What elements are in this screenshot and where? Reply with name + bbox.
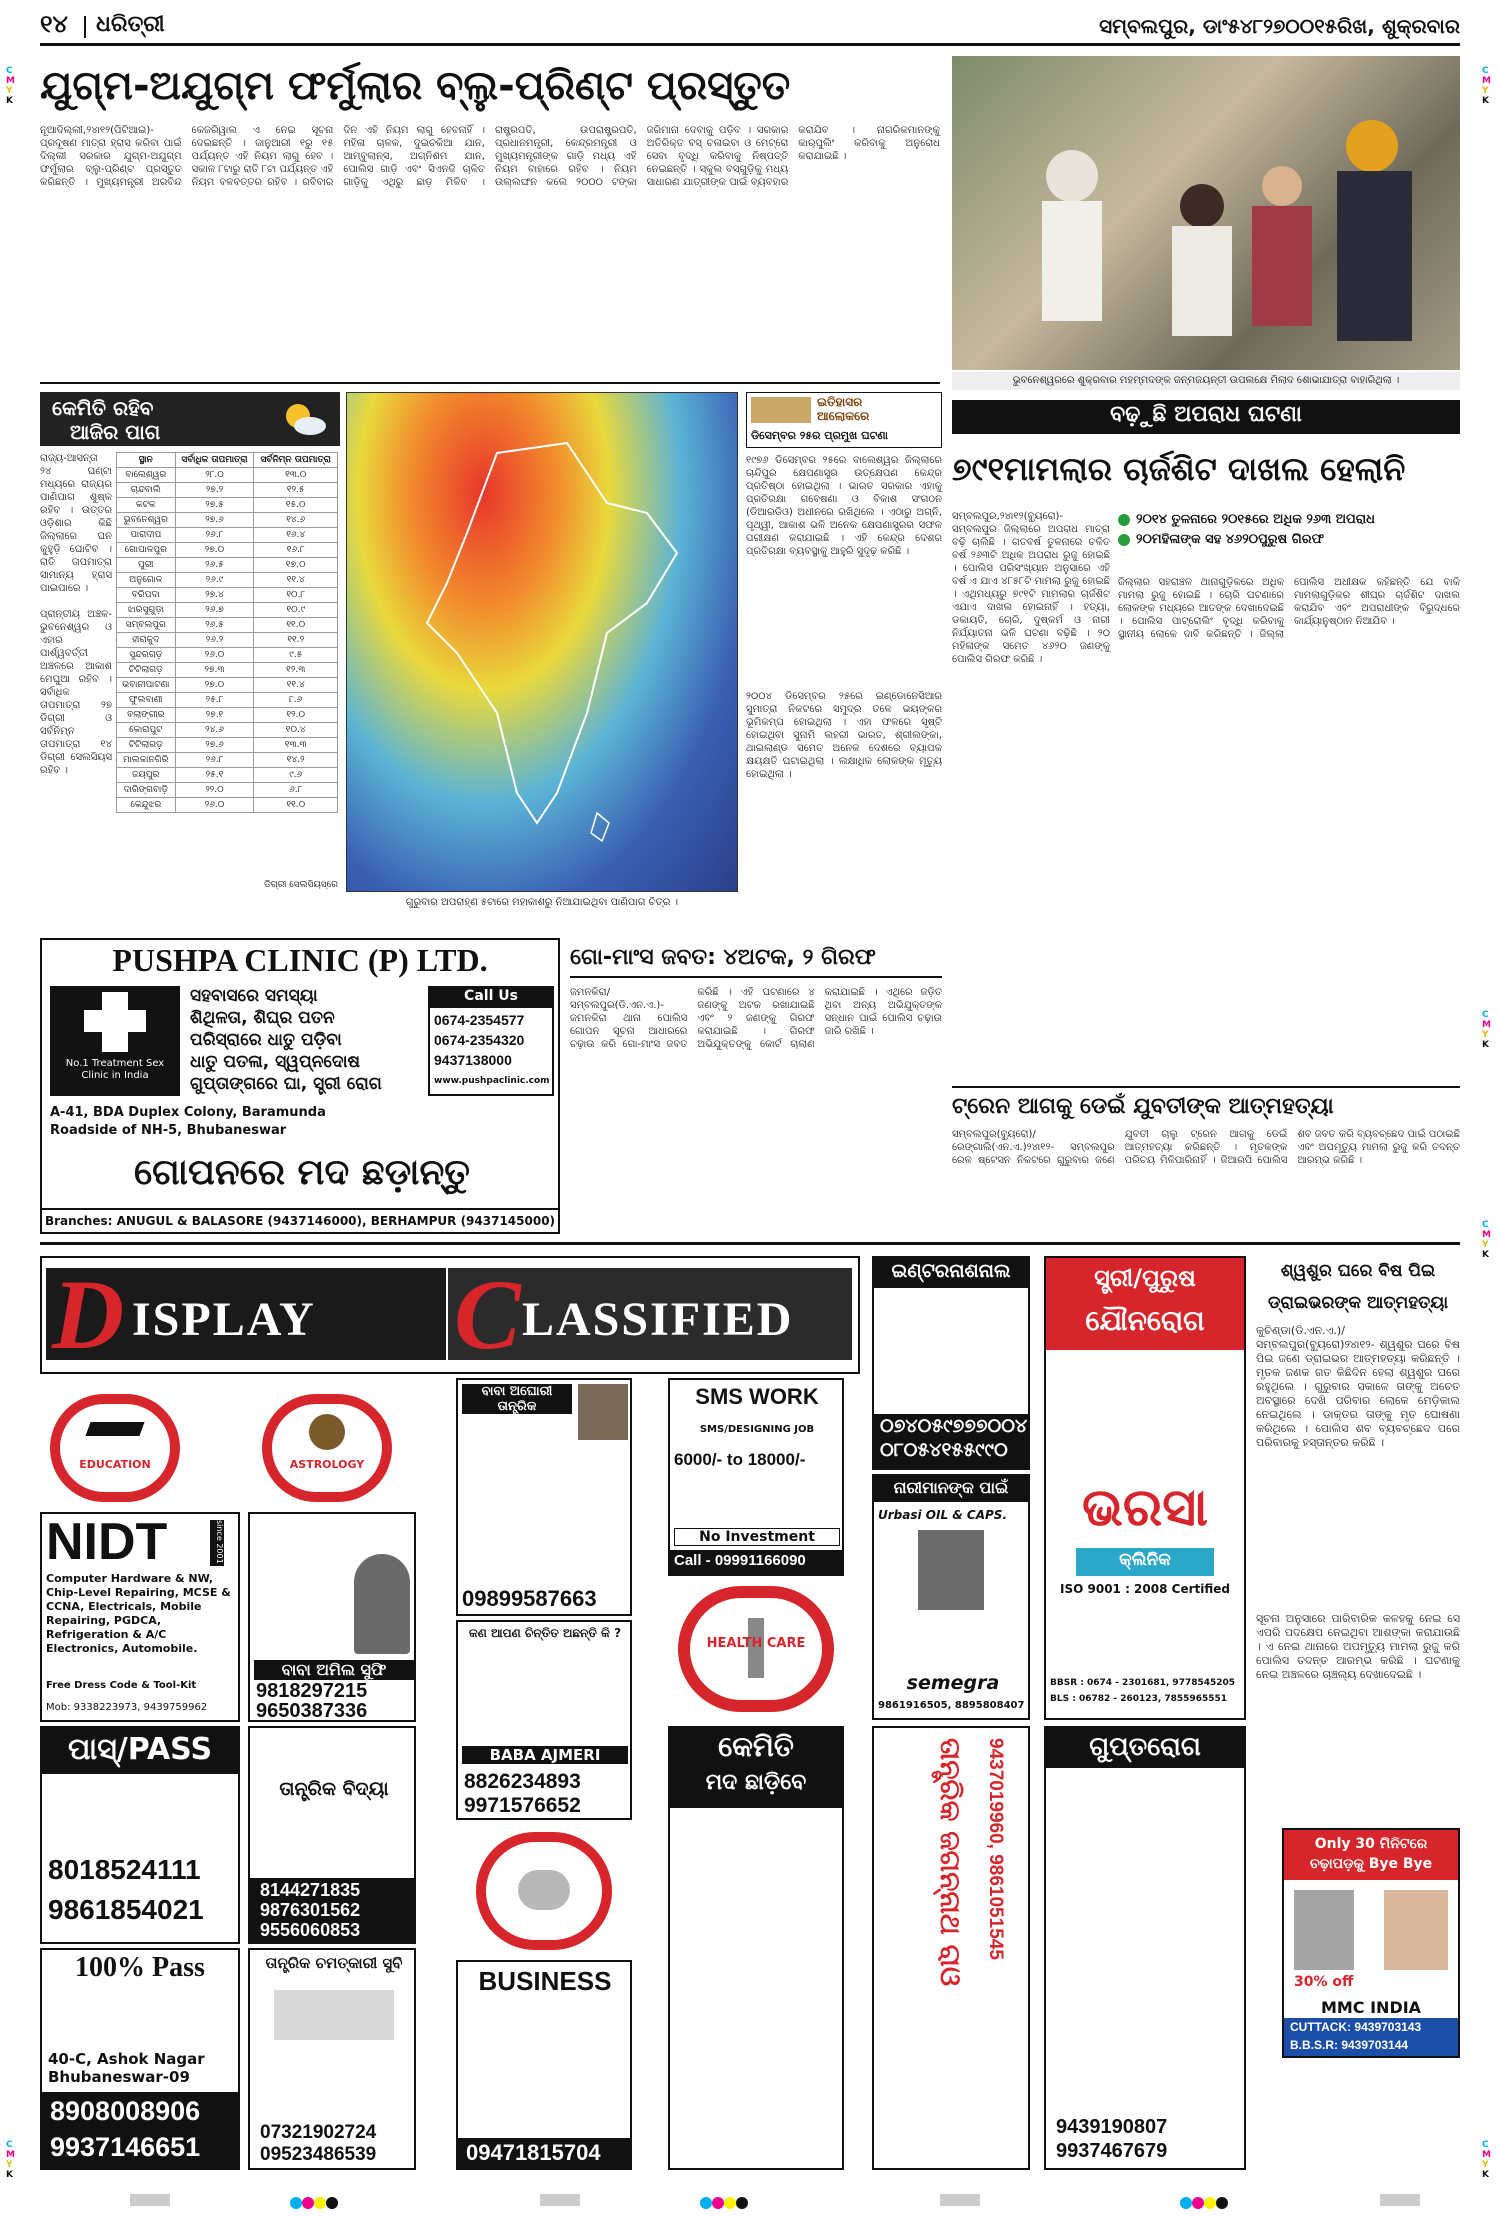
suicide-body: କୁଚିଣ୍ଡା(ଡି.ଏନ.ଏ.)/ସମ୍ବଲପୁର(ବ୍ୟୁରୋ)୨୪ା୧୨- ଶ୍ୱଶୁର ଘରେ ବିଷ ପିଇ ଜଣେ ଡ୍ରାଇଭର ଆତ୍ମହତ୍ୟା କରିଛନ୍ତି । ମୃତକ ଜଣକ ଗତ କିଛିଦିନ ହେଲା ଶ୍ୱଶୁର ଘରେ ରହୁଥିଲେ । ଗୁରୁବାର ସକାଳେ ତାଙ୍କୁ ଅଚେତ ଅବସ୍ଥାରେ ଦେଖି ପରିବାର ଲୋକେ ମେଡ଼ିକାଲ ନେଇଥିଲେ । ଡାକ୍ତର ତାଙ୍କୁ ମୃତ ଘୋଷଣା କରିଥିଲେ । ପୋଲିସ ଶବ ବ୍ୟବଚ୍ଛେଦ ପରେ ପରିବାରକୁ ହସ୍ତାନ୍ତର କରିଛି । [1256,1324,1464,1449]
temperature-row [117,543,338,558]
row-place: ଝାରସୁଗୁଡ଼ା [117,603,176,618]
weather-title-2: ଆଜିର ପାଗ [70,420,161,444]
baba-ajmeri-ad [456,1620,632,1820]
international-title-bar [874,1258,1028,1288]
tantric-subi-ad [248,1948,416,2170]
grey-patch [940,2194,980,2206]
coin-graph-icon [518,1870,570,1910]
rule [40,1242,1460,1245]
mmc-india-ad [1282,1828,1460,2058]
temperature-row [117,648,338,663]
row-max: ୨୬.୫ [175,558,254,573]
gupta-phone-1: 9439190807 [1056,2116,1168,2138]
row-place: କଟକ [117,498,176,513]
weather-forecast-text: ରାଜ୍ୟ-ଆସନ୍ତା ୨୪ ଘଣ୍ଟା ମଧ୍ୟରେ ରାଜ୍ୟର ପାଣିପାଗ ଶୁଷ୍କ ରହିବ । ଉତ୍ତର ଓଡ଼ିଶାର କିଛି ଜିଲ୍ଲାରେ ଘନ କୁହୁଡ଼ି ଘୋଟିବ । ରାତି ତାପମାତ୍ରା ସାମାନ୍ୟ ହ୍ରାସ ପାଇପାରେ । ପ୍ରାନ୍ତୀୟ ଅଞ୍ଚଳ- ଭୁବନେଶ୍ୱର ଓ ଏହାର ପାର୍ଶ୍ୱବର୍ତ୍ତୀ ଅଞ୍ଚଳରେ ଆକାଶ ମେଘୁଆ ରହିବ । ସର୍ବାଧିକ ତାପମାତ୍ରା ୨୭ ଡିଗ୍ରୀ ଓ ସର୍ବନିମ୍ନ ତାପମାତ୍ରା ୧୪ ଡିଗ୍ରୀ ସେଲସିୟସ ରହିବ । [40,453,112,776]
urbasi-phone: 9861916505, 8895808407 [878,1700,1025,1711]
mmc-after-photo [1384,1890,1448,1970]
tantrik-phone: 9437019960, 9861051545 [985,1738,1006,1960]
mmc-cuttack: CUTTACK: 9439703143 [1290,2020,1422,2034]
satellite-weather-map [346,392,738,892]
row-max: ୨୫.୮ [175,693,254,708]
clinic-line-3: ପରିସ୍ରାରେ ଧାତୁ ପଡ଼ିବା [190,1030,342,1050]
tantric-phone-1: 07321902724 [260,2122,377,2143]
registration-strip [40,2190,1460,2210]
temperature-table-wrap [116,452,338,972]
semegra-label: semegra [906,1672,1000,1694]
cmyk-mark-right-mid2: C M Y K [1482,1220,1491,1260]
cattle-headline: ଗୋ-ମାଂସ ଜବତ: ୪ଅଟକ, ୨ ଗିରଫ [570,938,942,978]
pass-phone-2: 9861854021 [48,1894,204,1925]
weather-title-1: କେମିତି ରହିବ [52,396,154,420]
healthcare-emblem [668,1582,844,1718]
temperature-row [117,768,338,783]
color-dots-2 [700,2194,760,2206]
education-ring [50,1394,180,1502]
sms-call-box [670,1550,842,1574]
row-max: ୨୬.୮ [175,528,254,543]
international-phone-box [874,1414,1028,1468]
pass100-ad [40,1948,240,2170]
row-min: ୬.୮ [254,783,338,798]
history-label-2: ଆଲୋକରେ [817,409,870,423]
gupta-phone-2: 9937467679 [1056,2140,1168,2162]
mmc-header [1284,1830,1458,1880]
mmc-before-photo [1294,1890,1354,1970]
bharasa-clinic-ad [1044,1256,1246,1720]
row-place: ବରିପଦା [117,588,176,603]
row-min: ୧୩.୩ [254,738,338,753]
gupta-title: ଗୁପ୍ତରୋଗ [1089,1732,1201,1762]
dateline: ସମ୍ବଲପୁର, ଡାଂ୫୪୮୨୭୦୦୧୫ରିଖ, ଶୁକ୍ରବାର [1099,14,1460,38]
mmc-bbsr: B.B.S.R: 9439703144 [1290,2038,1409,2052]
row-max: ୨୬.୦ [175,648,254,663]
row-max: ୨୭.୬ [175,513,254,528]
temperature-row [117,678,338,693]
temperature-row [117,618,338,633]
education-label: EDUCATION [79,1458,151,1471]
temperature-row [117,753,338,768]
crime-kicker: ବଢ଼ୁଛି ଅପରାଧ ଘଟଣା [1110,402,1302,427]
row-max: ୨୭.୩ [175,663,254,678]
row-place: ହୀରାକୁଦ [117,633,176,648]
temperature-row [117,708,338,723]
bullet-icon [1118,514,1130,526]
row-max: ୨୭.୨ [175,483,254,498]
nidt-title: NIDT [46,1513,168,1571]
clinic-line-4: ଧାତୁ ପତଳା, ସ୍ୱପ୍ନଦୋଷ [190,1052,361,1072]
row-max: ୨୬.୦ [175,798,254,813]
row-min: ୧୦.୮ [254,588,338,603]
urbasi-title-bar [874,1476,1028,1502]
col-place: ସ୍ଥାନ [117,453,176,468]
row-min: ୧୧.୦ [254,798,338,813]
row-min: ୮.୬ [254,693,338,708]
tantric-subi-title: ତାନ୍ତ୍ରିକ ଚମତ୍କାରୀ ସୁବି [265,1954,403,1972]
crime-kicker-bar [952,400,1460,434]
banner-letter-d: D [52,1259,125,1370]
pass-phone-4: 9937146651 [50,2132,201,2162]
business-phone: 09471815704 [466,2140,601,2165]
business-emblem [456,1826,632,1956]
sun-cloud-icon [280,398,328,438]
pass100-title: 100% Pass [75,1952,205,1983]
row-min: ୧୦.୯ [254,603,338,618]
crime-bullet-2: ୨୦ମହିଳାଙ୍କ ସହ ୪୬୨୦ପୁରୁଷ ଗିରଫ [1118,530,1460,550]
row-min: ୧୧.୪ [254,678,338,693]
temperature-row [117,723,338,738]
pass100-phone-box [42,2092,238,2168]
history-item-1: ୧୯୭୬ ଡିସେମ୍ବର ୨୫ରେ ବାଲେଶ୍ୱର ଜିଲ୍ଲାରେ ଚାନ୍ଦିପୁର କ୍ଷେପଣାସ୍ତ୍ର ଉତ୍କ୍ଷେପଣ କେନ୍ଦ୍ର ପ୍ରତିଷ୍ଠା ହୋଇଥିଲା । ଭାରତ ସରକାର ଏହାକୁ ପ୍ରତିରକ୍ଷା ଗବେଷଣା ଓ ବିକାଶ ସଂଗଠନ (ଡିଆରଡିଓ) ଅଧୀନରେ ରଖିଥିଲେ । ଏଠାରୁ ଅଗ୍ନି, ପୃଥ୍ୱୀ, ଆକାଶ ଭଳି ଅନେକ କ୍ଷେପଣାସ୍ତ୍ରର ସଫଳ ପରୀକ୍ଷଣ କରାଯାଇଛି । ଏହି କେନ୍ଦ୍ର ଦେଶର ପ୍ରତିରକ୍ଷା ବ୍ୟବସ୍ଥାକୁ ଆହୁରି ସୁଦୃଢ଼ କରିଛି । [746,455,946,557]
row-min: ୧୫.୦ [254,498,338,513]
row-max: ୨୭.୦ [175,543,254,558]
amil-title: ବାବା ଅମିଲ ସୁଫି [254,1660,414,1680]
temperature-row [117,633,338,648]
row-place: କେନ୍ଦୁଝର [117,798,176,813]
row-place: ମାଲକାନଗିରି [117,753,176,768]
row-place: ଚାନ୍ଦବାଲି [117,483,176,498]
mmc-name: MMC INDIA [1320,1998,1422,2017]
row-min: ୧୬.୮ [254,543,338,558]
history-label-1: ଇତିହାସର [817,395,863,409]
row-min: ୯.୫ [254,648,338,663]
lead-headline: ଯୁଗ୍ମ-ଅଯୁଗ୍ମ ଫର୍ମୁଲାର ବ୍ଲୁ-ପ୍ରିଣ୍ଟ ପ୍ରସ୍ତୁତ [40,63,791,109]
temperature-row [117,558,338,573]
clinic-cross-box [50,986,180,1096]
nidt-mob: Mob: 9338223973, 9439759962 [46,1702,208,1713]
business-ad [456,1960,632,2170]
bharasa-title-1: ସ୍ତ୍ରୀ/ପୁରୁଷ [1094,1264,1196,1292]
tantra2-phone-1: 8144271835 [260,1880,361,1900]
bharasa-name: ଭରସା [1081,1478,1209,1538]
bharasa-bls: BLS : 06782 - 260123, 7855965551 [1050,1694,1228,1704]
gupta-title-bar [1046,1728,1244,1768]
clinic-address: A-41, BDA Duplex Colony, Baramunda Roadside of NH-5, Bhubaneswar [50,1105,326,1138]
nidt-free: Free Dress Code & Tool-Kit [46,1680,197,1691]
row-place: ଅନୁଗୋଳ [117,573,176,588]
pass-phone-3: 8908008906 [50,2096,201,2126]
bharasa-header [1046,1258,1244,1350]
row-place: ଦାରିଙ୍ଗବାଡ଼ି [117,783,176,798]
kemiti-title: କେମିତି [718,1730,794,1763]
business-phone-box [458,2138,630,2168]
row-max: ୨୭.୧ [175,708,254,723]
clinic-phone-1: 0674-2354577 [434,1012,525,1028]
row-place: ଫୁଲବାଣୀ [117,693,176,708]
tantrik-vidya-ad [248,1726,416,1944]
temperature-row [117,498,338,513]
row-max: ୨୬.୮ [175,753,254,768]
clinic-badge: No.1 Treatment Sex Clinic in India [65,1058,165,1081]
tantrik-jagannath-ad [872,1726,1030,2170]
mmc-title: Only 30 ମିନିଟରେ ଚଢ଼ାପଡ଼କୁ Bye Bye [1309,1836,1433,1872]
suicide-body-2: ସୂଚନା ଅନୁସାରେ ପାରିବାରିକ କଳହକୁ ନେଇ ସେ ଏପରି ପଦକ୍ଷେପ ନେଇଥିବା ଆଶଙ୍କା କରାଯାଉଛି । ଏ ନେଇ ଥାନାରେ ଅପମୃତ୍ୟୁ ମାମଲା ରୁଜୁ କରି ପୋଲିସ ତଦନ୍ତ ଆରମ୍ଭ କରିଛି । ଘଟଣାକୁ ନେଇ ଅଞ୍ଚଳରେ ଚାଞ୍ଚଲ୍ୟ ଦେଖାଦେଇଛି । [1256,1612,1464,1681]
temperature-row [117,693,338,708]
grey-patch [540,2194,580,2206]
crime-headline: ୭୯୧ମାମଲାର ଚାର୍ଜଶିଟ ଦାଖଲ ହେଲାନି [952,450,1406,488]
ajmeri-title: BABA AJMERI [462,1746,628,1764]
suicide-headline-2: ଡ୍ରାଇଭରଙ୍କ ଆତ୍ମହତ୍ୟା [1267,1293,1449,1313]
row-max: ୨୫.୧ [175,768,254,783]
row-max: ୨୪.୬ [175,723,254,738]
bharasa-title-2: ଯୌନରୋଗ [1085,1304,1205,1337]
cmyk-mark-right-top: C M Y K [1482,66,1491,106]
history-box-header [746,392,942,448]
row-max: ୨୭.୬ [175,738,254,753]
pass-address: 40-C, Ashok Nagar Bhubaneswar-09 [48,2050,205,2086]
sms-no-investment: No Investment [674,1528,840,1546]
crime-bullet-1: ୨୦୧୪ ତୁଳନାରେ ୨୦୧୫ରେ ଅଧିକ ୨୬୩ ଅପରାଧ [1118,510,1460,530]
rally-photo [952,56,1460,370]
row-place: ଜୟପୁର [117,768,176,783]
india-outline [347,393,739,893]
tantra2-phone-2: 9876301562 [260,1900,361,1920]
temperature-unit: ଡିଗ୍ରୀ ସେଲସିୟସ୍‌ରେ [264,880,338,890]
cmyk-mark-right-bottom: C M Y K [1482,2140,1491,2180]
weather-header [40,392,340,446]
row-max: ୨୨.୦ [175,783,254,798]
temperature-row [117,603,338,618]
row-min: ୧୧.୦ [254,618,338,633]
color-dots-3 [1180,2194,1240,2206]
international-title: ଇଣ୍ଟରନାଶନାଲ [891,1260,1011,1282]
cross-icon-h [84,1010,146,1032]
row-place: ଟିଟିଲାଗଡ଼ [117,738,176,753]
urbasi-ad [872,1474,1030,1720]
gupta-rog-ad [1044,1726,1246,2170]
sms-work-ad [668,1378,844,1576]
clinic-branches: Branches: ANUGUL & BALASORE (9437146000), BERHAMPUR (9437145000) [42,1208,558,1232]
grey-patch [130,2194,170,2206]
baba-aghori-title: ବାବା ଅଘୋରୀ ତାନ୍ତ୍ରିକ [462,1384,572,1414]
temperature-row [117,573,338,588]
row-place: ଭୁବନେଶ୍ୱର [117,513,176,528]
col-max: ସର୍ବାଧିକ ତାପମାତ୍ରା [175,453,254,468]
row-max: ୨୬.୨ [175,633,254,648]
temperature-row [117,798,338,813]
sms-call: Call - 09991166090 [674,1552,806,1569]
row-place: ପାରାଦୀପ [117,528,176,543]
suicide-headline-1: ଶ୍ୱଶୁର ଘରେ ବିଷ ପିଇ [1280,1261,1436,1281]
temperature-row [117,513,338,528]
cmyk-mark-right-mid: C M Y K [1482,1010,1491,1050]
row-min: ୧୧.୪ [254,573,338,588]
mmc-phone-box [1284,2018,1458,2056]
row-min: ୧୦.୪ [254,723,338,738]
urbasi-for-women: ନାରୀମାନଙ୍କ ପାଇଁ [893,1478,1009,1497]
temperature-row [117,783,338,798]
row-max: ୨୬.୫ [175,618,254,633]
business-title: BUSINESS [478,1966,612,1996]
temperature-row [117,528,338,543]
cattle-body: ଜମନକିରା/ସମ୍ବଲପୁର(ଡି.ଏନ.ଏ.)- ଜମନକିରା ଥାନା ପୋଲିସ ଗୋପନ ସୂଚନା ଆଧାରରେ ଚଢ଼ାଉ କରି ଗୋ-ମାଂସ ଜବତ କରିଛି । ଏହି ଘଟଣାରେ ୪ ଜଣଙ୍କୁ ଅଟକ ରଖାଯାଇଛି ଏବଂ ୨ ଜଣଙ୍କୁ ଗିରଫ କରାଯାଇଛି । ଗିରଫ ଅଭିଯୁକ୍ତଙ୍କୁ କୋର୍ଟ ଚାଲାଣ କରାଯାଇଛି । ଏଥିରେ ଜଡ଼ିତ ଥିବା ଅନ୍ୟ ଅଭିଯୁକ୍ତଙ୍କ ସନ୍ଧାନ ପାଇଁ ପୋଲିସ ଚଢ଼ାଉ ଜାରି ରଖିଛି । [570,987,946,1050]
header-divider [84,16,86,38]
row-max: ୨୭.୦ [175,678,254,693]
pass-title-bar [42,1728,238,1774]
temperature-row [117,738,338,753]
rally-photo-caption: ଭୁବନେଶ୍ୱରରେ ଶୁକ୍ରବାର ମହମ୍ମଦଙ୍କ ଜନ୍ମଜୟନ୍ତୀ ଉପଲକ୍ଷେ ମିଲାଦ ଶୋଭାଯାତ୍ରା ବାହାରିଥିଲା । [952,372,1460,390]
row-place: ସୁନ୍ଦରଗଡ଼ [117,648,176,663]
clinic-phone-2: 0674-2354320 [434,1032,525,1048]
clinic-phone-3: 9437138000 [434,1052,512,1068]
page-header [40,10,1460,46]
clinic-line-1: ସହବାସରେ ସମସ୍ୟା [190,986,318,1006]
row-min: ୯.୬ [254,768,338,783]
row-max: ୨୮.୦ [175,468,254,483]
sms-title: SMS WORK [695,1384,819,1409]
pushpa-clinic-ad [40,938,560,1234]
col-min: ସର୍ବନିମ୍ନ ତାପମାତ୍ରା [254,453,338,468]
banner-letter-c: C [454,1259,521,1370]
intl-phone-1: ୦୭୪୦୫୯୭୭୭୦୦୪ [880,1416,1028,1437]
row-place: ବାଲେଶ୍ୱର [117,468,176,483]
amil-phone-2: 9650387336 [256,1700,368,1722]
cmyk-mark-left-top: C M Y K [6,66,15,106]
clinic-slogan: ଗୋପନରେ ମଦ ଛଡ଼ାନ୍ତୁ [134,1152,470,1193]
train-headline: ଟ୍ରେନ ଆଗକୁ ଡେଇଁ ଯୁବତୀଙ୍କ ଆତ୍ମହତ୍ୟା [952,1094,1334,1119]
tantrik-name: ତାନ୍ତ୍ରିକ ଜଗନ୍ନାଥ ରାଓ [934,1738,967,1987]
row-place: ସମ୍ବଲପୁର [117,618,176,633]
grey-patch [1380,2194,1420,2206]
train-body: ସମ୍ବଲପୁର(ବ୍ୟୁରୋ)/ରେଙ୍ଗାଲି(ଏନ.ଏ.)୨୪ା୧୨- ସମ୍ବଲପୁର ରେଳ ଷ୍ଟେସନ ନିକଟରେ ଗୁରୁବାର ଜଣେ ଯୁବତୀ ଚାଲୁ ଟ୍ରେନ ଆଗକୁ ଡେଇଁ ଆତ୍ମହତ୍ୟା କରିଛନ୍ତି । ମୃତକଙ୍କ ପରିଚୟ ମିଳିପାରିନାହିଁ । ଜିଆରପି ପୋଲିସ ଶବ ଜବତ କରି ବ୍ୟବଚ୍ଛେଦ ପାଇଁ ପଠାଇଛି ଏବଂ ଅପମୃତ୍ୟୁ ମାମଲା ରୁଜୁ କରି ତଦନ୍ତ ଆରମ୍ଭ କରିଛି । [952,1129,1464,1166]
baba-aghori-ad [456,1378,632,1616]
crime-body-2: ଜିଲ୍ଲାର ସହରାଞ୍ଚଳ ଥାନାଗୁଡ଼ିକରେ ଅଧିକ ମାମଲା ରୁଜୁ ହୋଇଛି । ଚୋରି ଘଟଣାରେ ଲୋକଙ୍କ ମଧ୍ୟରେ ଆତଙ୍କ ଦେଖାଦେଇଛି । ପୋଲିସ ପାଟ୍ରୋଲିଂ ବୃଦ୍ଧି କରିବାକୁ ସ୍ଥାନୀୟ ଲୋକେ ଦାବି କରିଛନ୍ତି । ଜିଲ୍ଲା ପୋଲିସ ଅଧୀକ୍ଷକ କହିଛନ୍ତି ଯେ ବାକି ମାମଲାଗୁଡ଼ିକର ଶୀଘ୍ର ଚାର୍ଜଶିଟ ଦାଖଲ କରାଯିବ ଏବଂ ଅପରାଧୀଙ୍କ ବିରୁଦ୍ଧରେ କାର୍ଯ୍ୟାନୁଷ୍ଠାନ ନିଆଯିବ । [1118,577,1464,640]
nidt-since: since 2001 [210,1520,224,1566]
intl-phone-2: ୦୮୦୫୪୧୫୫୯୯୦ [880,1440,1008,1461]
ajmeri-phone-1: 8826234893 [464,1770,581,1793]
row-min: ୧୨.୦ [254,708,338,723]
temperature-row [117,468,338,483]
graduation-cap-icon [85,1422,144,1436]
tantrik-vidya-title: ତାନ୍ତ୍ରିକ ବିଦ୍ୟା [279,1778,389,1800]
zodiac-wheel-icon [309,1414,345,1450]
bullet-icon [1118,534,1130,546]
tantra2-phone-3: 9556060853 [260,1920,361,1940]
row-place: ଟିଟିଲାଗଡ଼ [117,663,176,678]
mmc-offer: 30% off [1294,1974,1354,1990]
tantric-photo [274,1990,394,2040]
kemiti-ad [668,1726,844,2170]
lead-body: ନୂଆଦିଲ୍ଲୀ,୨୪ା୧୨(ପିଟିଆଇ)- ପ୍ରଦୂଷଣ ମାତ୍ରା ହ୍ରାସ କରିବା ପାଇଁ ଦିଲ୍ଲୀ ସରକାର ଯୁଗ୍ମ-ଅଯୁଗ୍ମ ଫର୍ମୁଲାର ବ୍ଲୁ-ପ୍ରିଣ୍ଟ ପ୍ରସ୍ତୁତ କରିଛନ୍ତି । ମୁଖ୍ୟମନ୍ତ୍ରୀ ଅରବିନ୍ଦ କେଜରିୱାଲ ଏ ନେଇ ସୂଚନା ଦେଇଛନ୍ତି । ଜାନୁଆରୀ ୧ରୁ ୧୫ ପର୍ଯ୍ୟନ୍ତ ଏହି ନିୟମ ଲାଗୁ ହେବ । ସକାଳ ୮ଟାରୁ ରାତି ୮ଟା ପର୍ଯ୍ୟନ୍ତ ଏହି ନିୟମ ବଳବତ୍ତର ରହିବ । ରବିବାର ଦିନ ଏହି ନିୟମ ଲାଗୁ ହେବନାହିଁ । ମହିଳା ଚାଳକ, ଦୁଇଚକିଆ ଯାନ, ଆମ୍ବୁଲାନ୍ସ, ଅଗ୍ନିଶମ ଯାନ, ପୋଲିସ ଗାଡ଼ି ଏବଂ ସିଏନଜି ଚାଳିତ ଗାଡ଼ିକୁ ଏଥିରୁ ଛାଡ଼ ମିଳିବ । ରାଷ୍ଟ୍ରପତି, ଉପରାଷ୍ଟ୍ରପତି, ପ୍ରଧାନମନ୍ତ୍ରୀ, କେନ୍ଦ୍ରମନ୍ତ୍ରୀ ଓ ମୁଖ୍ୟମନ୍ତ୍ରୀଙ୍କ ଗାଡ଼ି ମଧ୍ୟ ଏହି ନିୟମ ବାହାରେ ରହିବ । ନିୟମ ଉଲ୍ଲଙ୍ଘନ କଲେ ୨୦୦୦ ଟଙ୍କା ଜରିମାନା ଦେବାକୁ ପଡ଼ିବ । ସରକାର ଅତିରିକ୍ତ ବସ୍ ଚଳାଇବା ଓ ମେଟ୍ରୋ ସେବା ବୃଦ୍ଧି କରିବାକୁ ନିଷ୍ପତ୍ତି ନେଇଛନ୍ତି । ସ୍କୁଲ ବସ୍‌ଗୁଡ଼ିକୁ ମଧ୍ୟ ସାଧାରଣ ଯାତ୍ରୀଙ୍କ ପାଇଁ ବ୍ୟବହାର କରାଯିବ । ନାଗରିକମାନଙ୍କୁ କାର୍‌ପୁଲିଂ କରିବାକୁ ଅନୁରୋଧ କରାଯାଇଛି । [40,125,944,188]
row-min: ୧୪.୨ [254,753,338,768]
row-min: ୧୧.୨ [254,633,338,648]
temperature-row [117,663,338,678]
pass-title: ପାସ୍/PASS [67,1732,213,1767]
nidt-body: Computer Hardware & NW, Chip-Level Repairing, MCSE & CCNA, Electricals, Mobile Repairing, PGDCA, Refrigeration & A/C Electronics, Automobile. [46,1572,231,1655]
banner-isplay: ISPLAY [132,1293,316,1346]
astrology-emblem [252,1388,402,1508]
row-min: ୧୨.୫ [254,483,338,498]
temperature-table [116,452,338,813]
temperature-row [117,483,338,498]
astrology-label: ASTROLOGY [289,1458,365,1471]
urbasi-product-photo [918,1530,984,1610]
amil-sufi-ad [248,1512,416,1722]
paper-name: ଧରିତ୍ରୀ [96,12,165,37]
rule [952,1086,1460,1088]
cmyk-mark-left-bottom: C M Y K [6,2140,15,2180]
row-min: ୧୩.୦ [254,468,338,483]
row-place: ପୁରୀ [117,558,176,573]
row-place: ଗୋପାଳପୁର [117,543,176,558]
ajmeri-question: କଣ ଆପଣ ଚିନ୍ତିତ ଅଛନ୍ତି କି ? [468,1626,622,1640]
row-min: ୧୬.୪ [254,528,338,543]
map-caption: ଗୁରୁବାର ଅପରାହ୍ଣ ୫ଟାରେ ମହାକାଶରୁ ନିଆଯାଇଥିବା ପାଣିପାଗ ଚିତ୍ର । [405,897,679,908]
clinic-web: www.pushpaclinic.com [434,1076,550,1086]
education-emblem [40,1388,190,1508]
row-max: ୨୬.୭ [175,603,254,618]
crime-body-1: ସମ୍ବଲପୁର,୨୪ା୧୨(ବ୍ୟୁରୋ)- ସମ୍ବଲପୁର ଜିଲ୍ଲାରେ ଅପରାଧ ମାତ୍ରା ବଢ଼ି ଚାଲିଛି । ଗତବର୍ଷ ତୁଳନାରେ ଚଳିତ ବର୍ଷ ୨୬୩ଟି ଅଧିକ ଅପରାଧ ରୁଜୁ ହୋଇଛି । ପୋଲିସ ପରିସଂଖ୍ୟାନ ଅନୁସାରେ ଏହି ବର୍ଷ ଏ ଯାଏ ୪୮୫୮ଟି ମାମଲା ରୁଜୁ ହୋଇଛି । ଏଥିମଧ୍ୟରୁ ୭୯୧ଟି ମାମଲାର ଚାର୍ଜଶିଟ ଏଯାଏ ଦାଖଲ ହୋଇନାହିଁ । ହତ୍ୟା, ଡକାୟତି, ଚୋରି, ଦୁଷ୍କର୍ମ ଓ ନାରୀ ନିର୍ଯ୍ୟାତନା ଭଳି ଘଟଣା ବଢ଼ିଛି । ୨୦ ମହିଳାଙ୍କ ସମେତ ୪୬୨୦ ଜଣଙ୍କୁ ପୋଲିସ ଗିରଫ କରିଛି । [952,511,1114,665]
row-place: କୋରାପୁଟ [117,723,176,738]
bharasa-clinic-tag [1076,1548,1214,1576]
pass-ad [40,1726,240,1944]
rally-photo-figures [952,56,1460,370]
display-classified-banner [40,1256,860,1374]
clinic-name: PUSHPA CLINIC (P) LTD. [112,942,488,978]
book-icon [751,397,811,423]
color-dots-1 [290,2194,350,2206]
row-min: ୧୪.୬ [254,513,338,528]
page-number: ୧୪ [40,10,68,38]
row-min: ୧୨.୩ [254,663,338,678]
history-title: ଡିସେମ୍ବର ୨୫ର ପ୍ରମୁଖ ଘଟଣା [751,429,889,442]
kemiti-subtitle: ମଦ ଛାଡ଼ିବେ [705,1770,807,1795]
banner-lassified: LASSIFIED [522,1293,794,1346]
row-max: ୨୭.୪ [175,588,254,603]
tantrik-vidya-phone-box [250,1878,414,1942]
ajmeri-phone-2: 9971576652 [464,1794,581,1817]
amil-phone-1: 9818297215 [256,1680,368,1702]
international-ad [872,1256,1030,1470]
clinic-call-box [428,986,554,1096]
bharasa-clinic-word: କ୍ଲିନିକ [1119,1550,1171,1570]
baba-aghori-phone: 09899587663 [462,1586,597,1611]
row-place: ଭବାନୀପାଟଣା [117,678,176,693]
row-min: ୧୭.୦ [254,558,338,573]
clinic-line-2: ଶିଥିଳତା, ଶିଘ୍ର ପତନ [190,1008,335,1028]
rule [40,382,940,384]
urbasi-name: Urbasi OIL & CAPS. [878,1508,1008,1522]
nidt-ad [40,1512,240,1722]
clinic-line-5: ଗୁପ୍ତାଙ୍ଗରେ ଘା, ସ୍ତ୍ରୀ ରୋଗ [190,1074,382,1094]
baba-aghori-portrait [578,1384,628,1440]
sms-pay: 6000/- to 18000/- [674,1450,806,1469]
sms-sub: SMS/DESIGNING JOB [699,1424,815,1435]
clinic-call-label: Call Us [430,988,552,1008]
temperature-row [117,588,338,603]
baba-portrait [354,1554,410,1654]
row-max: ୨୭.୫ [175,498,254,513]
bharasa-iso: ISO 9001 : 2008 Certified [1060,1582,1230,1596]
crime-bullets [1118,510,1460,570]
pass-phone-1: 8018524111 [48,1854,201,1885]
bharasa-bbsr: BBSR : 0674 - 2301681, 9778545205 [1050,1678,1236,1688]
healthcare-label: HEALTH CARE [706,1636,806,1651]
business-emblem-label: BUSINESS [513,1846,575,1859]
row-max: ୨୬.୯ [175,573,254,588]
history-item-2: ୨୦୦୪ ଡିସେମ୍ବର ୨୫ରେ ଇଣ୍ଡୋନେସିଆର ସୁମାତ୍ରା ନିକଟରେ ସମୁଦ୍ର ତଳେ ଭୟଙ୍କର ଭୂମିକମ୍ପ ହୋଇଥିଲା । ଏହା ଫଳରେ ସୃଷ୍ଟି ହୋଇଥିବା ସୁନାମି ଲହରୀ ଭାରତ, ଶ୍ରୀଲଙ୍କା, ଥାଇଲାଣ୍ଡ ସମେତ ଅନେକ ଦେଶରେ ବ୍ୟାପକ କ୍ଷୟକ୍ଷତି ଘଟାଇଥିଲା । ଲକ୍ଷାଧିକ ଲୋକଙ୍କ ମୃତ୍ୟୁ ହୋଇଥିଲା । [746,691,946,780]
row-place: ବଲାଙ୍ଗୀର [117,708,176,723]
tantric-phone-2: 09523486539 [260,2144,377,2165]
kemiti-header [670,1728,842,1808]
